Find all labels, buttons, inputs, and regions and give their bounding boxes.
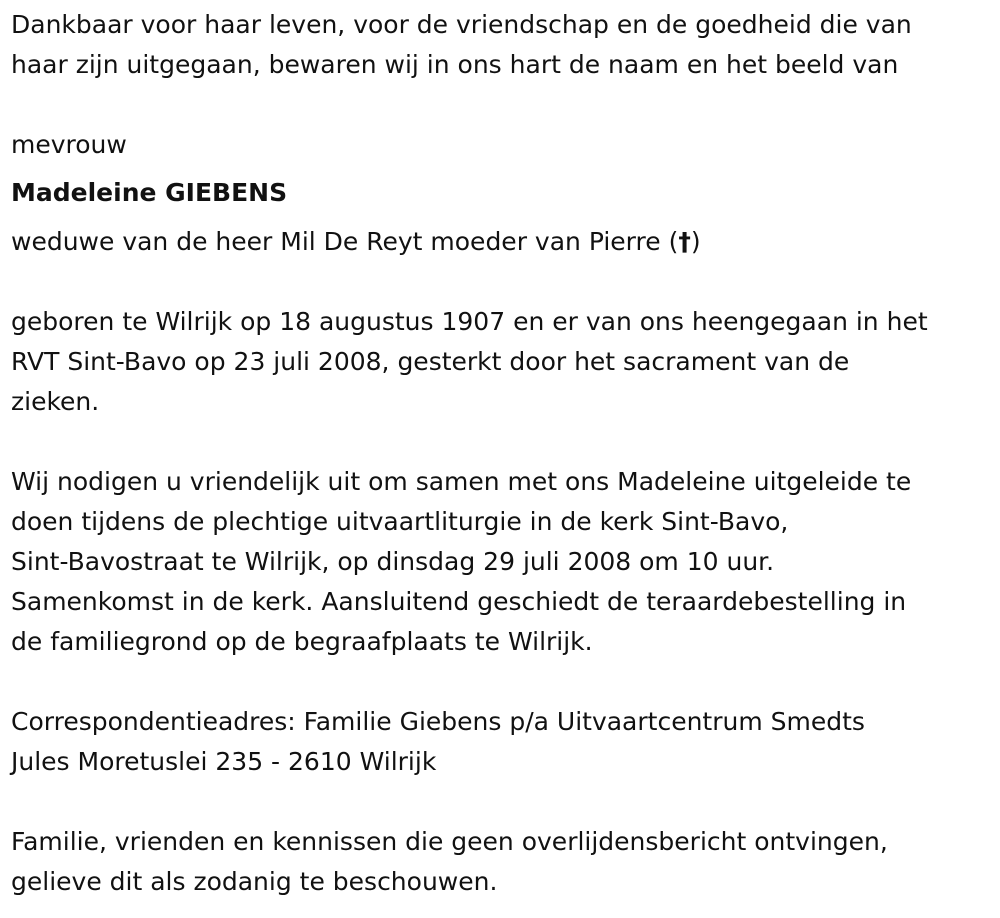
salutation: mevrouw [11,130,127,159]
correspondence-line-2: Jules Moretuslei 235 - 2610 Wilrijk [11,747,437,776]
relation-text: weduwe van de heer Mil De Reyt moeder van Pierre ( [11,227,679,256]
deceased-name: Madeleine GIEBENS [11,178,288,207]
correspondence-line-1: Correspondentieadres: Familie Giebens p/a Uitvaartcentrum Smedts [11,707,865,736]
birth-death-line-2: RVT Sint-Bavo op 23 juli 2008, gesterkt door het sacrament van de [11,347,850,376]
closing-line-2: gelieve dit als zodanig te beschouwen. [11,867,498,896]
cross-icon: † [678,227,691,256]
invitation-line-5: de familiegrond op de begraafplaats te Wilrijk. [11,627,593,656]
intro-line-2: haar zijn uitgegaan, bewaren wij in ons hart de naam en het beeld van [11,50,899,79]
invitation-line-3: Sint-Bavostraat te Wilrijk, op dinsdag 29 juli 2008 om 10 uur. [11,547,775,576]
birth-death-line-1: geboren te Wilrijk op 18 augustus 1907 en er van ons heengegaan in het [11,307,928,336]
invitation-line-2: doen tijdens de plechtige uitvaartliturgie in de kerk Sint-Bavo, [11,507,789,536]
relation-line [11,222,701,262]
closing-line-1: Familie, vrienden en kennissen die geen overlijdensbericht ontvingen, [11,827,888,856]
invitation-line-1: Wij nodigen u vriendelijk uit om samen met ons Madeleine uitgeleide te [11,467,912,496]
intro-line-1: Dankbaar voor haar leven, voor de vriendschap en de goedheid die van [11,10,912,39]
relation-close: ) [690,227,701,256]
invitation-line-4: Samenkomst in de kerk. Aansluitend geschiedt de teraardebestelling in [11,587,907,616]
birth-death-line-3: zieken. [11,387,100,416]
